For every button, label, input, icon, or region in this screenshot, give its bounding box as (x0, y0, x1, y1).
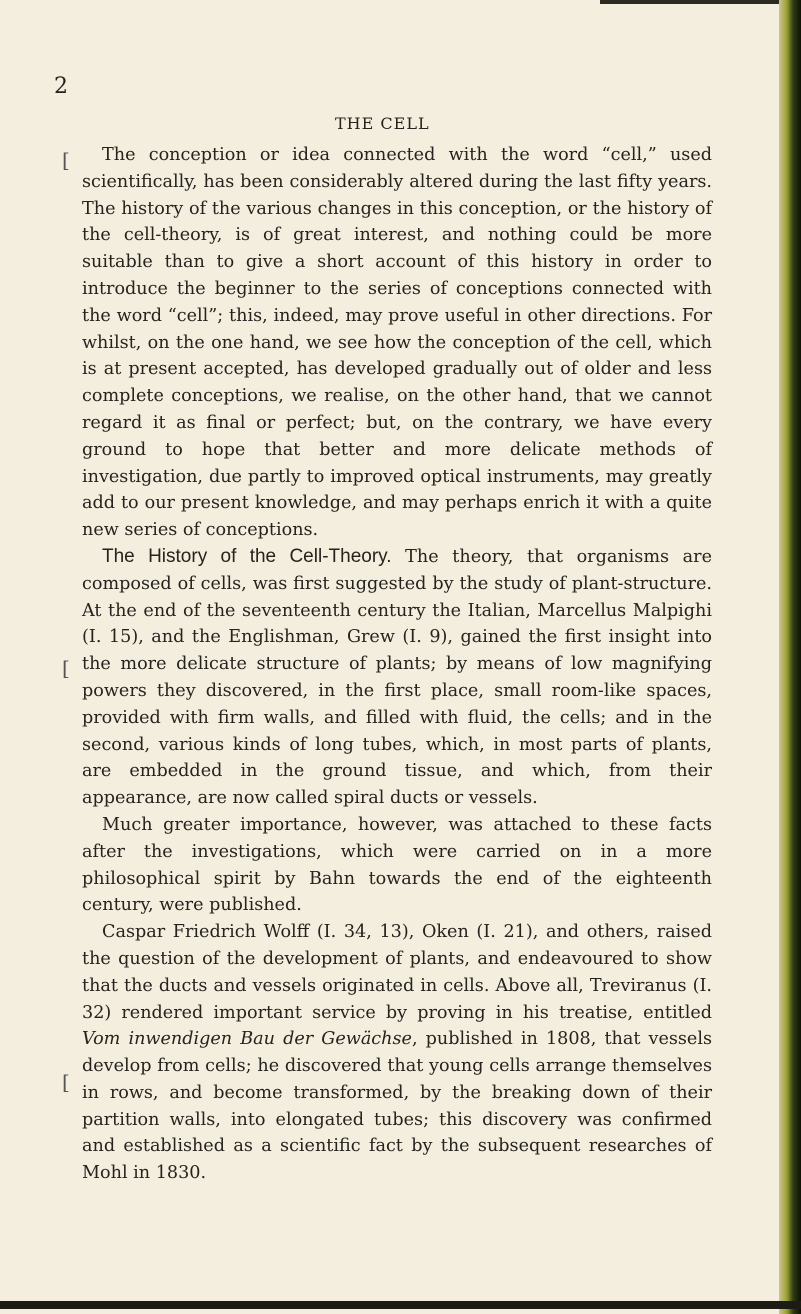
section-heading: The History of the Cell-Theory. (102, 545, 392, 567)
paragraph-bahn: Much greater importance, however, was attached to these facts after the investigations, which were carried on in a more philosophical spirit by Bahn towards the end of the eighteenth century, were published. (82, 814, 712, 916)
margin-bracket: [ (62, 148, 70, 172)
book-title: Vom inwendigen Bau der Gewächse (82, 1029, 412, 1050)
margin-marks (40, 0, 80, 1314)
running-head: THE CELL (335, 114, 430, 133)
paragraph-wolff (82, 919, 712, 1187)
paragraph-history (82, 544, 712, 812)
paragraph-history-text: The theory, that organisms are composed of cells, was first suggested by the study of plant-structure. At the end of the seventeenth century the Italian, Marcellus Malpighi (I. 15), and the Englishman, Grew (I. 9), gained the first insight into the more delicate structure of plants; by means of low magnifying powers they discovered, in the first place, small room-like spaces, provided with firm walls, and filled with fluid, the cells; and in the second, various kinds of long tubes, which, in most parts of plants, are embedded in the ground tissue, and which, from their appearance, are now called spiral ducts or vessels. (82, 546, 712, 809)
body-text (82, 142, 712, 1187)
margin-bracket: [ (62, 656, 70, 680)
bottom-edge-rule (0, 1301, 801, 1309)
top-edge-rule (600, 0, 801, 4)
paragraph-wolff-text: Caspar Friedrich Wolff (I. 34, 13), Oken (I. 21), and others, raised the question of the development of plants, and endeavoured to show that the ducts and vessels originated in cells. Above all, Treviranus (I. 32) rendered important service by proving in his treatise, entitled (82, 922, 712, 1023)
page-edge-shadow (779, 0, 801, 1314)
paragraph-wolff-text-end: , published in 1808, that vessels develop from cells; he discovered that young cells arrange themselves in rows, and become transformed, by the breaking down of their partition walls, into elongated tubes; this discovery was confirmed and established as a scientific fact by the subsequent researches of Mohl in 1830. (82, 1029, 712, 1184)
margin-bracket: [ (62, 1070, 70, 1094)
page-number: 2 (54, 74, 68, 99)
paragraph-intro: The conception or idea connected with the word “cell,” used scientifically, has been considerably altered during the last fifty years. The history of the various changes in this conception, or the history of the cell-theory, is of great interest, and nothing could be more suitable than to give a short account of this history in order to introduce the beginner to the series of conceptions connected with the word “cell”; this, indeed, may prove useful in other directions. For whilst, on the one hand, we see how the conception of the cell, which is at present accepted, has developed gradually out of older and less complete conceptions, we realise, on the other hand, that we cannot regard it as final or perfect; but, on the contrary, we have every ground to hope that better and more delicate methods of investigation, due partly to improved optical instruments, may greatly add to our present knowledge, and may perhaps enrich it with a quite new series of conceptions. (82, 145, 712, 541)
